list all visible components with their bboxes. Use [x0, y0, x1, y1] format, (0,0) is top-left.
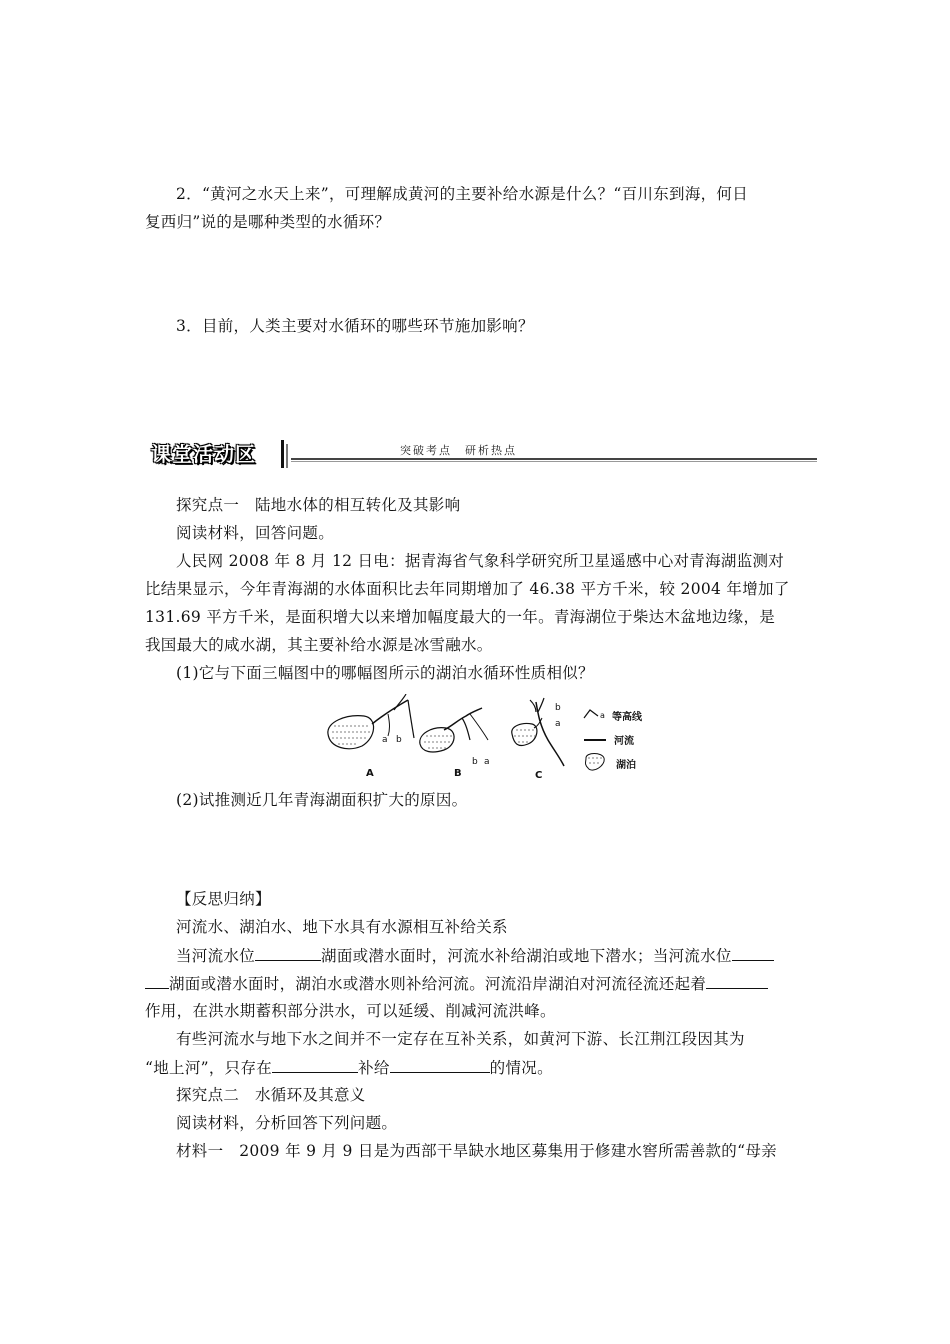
contour-legend-icon [584, 710, 598, 718]
legend-lake: 湖泊 [616, 760, 636, 771]
section-subtitle: 突破考点 研析热点 [400, 444, 517, 457]
reflect-line-6 [145, 1057, 815, 1078]
question-2-line-2: 复西归”说的是哪种类型的水循环？ [145, 213, 391, 231]
label-a-3: a [555, 719, 561, 729]
banner-rule-thin [291, 461, 817, 462]
material-1-line: 材料一 2009 年 9 月 9 日是为西部干旱缺水地区募集用于修建水窖所需善款的“母亲 [176, 1142, 777, 1160]
answer-blank-1[interactable] [255, 945, 321, 961]
label-a-1: a [382, 735, 388, 745]
diagram-a [328, 694, 414, 779]
label-diagram-c: C [535, 770, 543, 781]
figure-legend [584, 710, 643, 771]
label-b-2: b [472, 757, 478, 767]
banner-divider [281, 440, 284, 468]
reflect-text: 的情况。 [489, 1059, 553, 1077]
label-a-2: a [484, 757, 490, 767]
reflect-text: “地上河”，只存在 [145, 1059, 273, 1077]
reflect-text: 当河流水位 [176, 947, 256, 965]
section-title: 课堂活动区 [151, 442, 256, 466]
reflect-line-3 [145, 973, 815, 994]
explore-1-instruction: 阅读材料，回答问题。 [176, 524, 335, 542]
label-b-1: b [396, 735, 402, 745]
reflect-text: 补给 [358, 1059, 390, 1077]
label-diagram-a: A [366, 768, 374, 779]
diagram-b [420, 708, 490, 779]
material-line-2: 比结果显示，今年青海湖的水体面积比去年同期增加了 46.38 平方千米，较 2004 年增加了 [145, 580, 790, 598]
reflect-line-2 [176, 945, 816, 966]
material-line-3: 131.69 平方千米，是面积增大以来增加幅度最大的一年。青海湖位于柴达木盆地边缘，是 [145, 608, 776, 626]
answer-blank-4[interactable] [272, 1057, 358, 1073]
sub-question-1: (1)它与下面三幅图中的哪幅图所示的湖泊水循环性质相似？ [176, 664, 594, 682]
material-line-4: 我国最大的咸水湖，其主要补给水源是冰雪融水。 [145, 636, 493, 654]
banner-divider-shadow [286, 444, 288, 468]
label-diagram-b: B [454, 768, 462, 779]
reflect-heading: 【反思归纳】 [176, 890, 271, 908]
legend-contour: 等高线 [612, 712, 642, 723]
lake-water-cycle-figure [322, 694, 662, 786]
answer-blank-2-cont[interactable] [145, 973, 169, 989]
diagram-c [512, 698, 564, 781]
explore-2-heading: 探究点二 水循环及其意义 [176, 1086, 366, 1104]
label-b-3: b [555, 703, 561, 713]
answer-blank-3[interactable] [706, 973, 768, 989]
sub-question-2: (2)试推测近几年青海湖面积扩大的原因。 [176, 791, 468, 809]
reflect-line-1: 河流水、湖泊水、地下水具有水源相互补给关系 [176, 918, 508, 936]
lake-legend-icon [586, 754, 605, 771]
question-3: 3．目前，人类主要对水循环的哪些环节施加影响？ [176, 317, 534, 335]
banner-rule [291, 458, 817, 460]
section-banner [145, 438, 817, 470]
answer-blank-5[interactable] [390, 1057, 490, 1073]
explore-2-instruction: 阅读材料，分析回答下列问题。 [176, 1114, 398, 1132]
legend-river: 河流 [614, 736, 634, 747]
reflect-text: 湖面或潜水面时，湖泊水或潜水则补给河流。河流沿岸湖泊对河流径流还起着 [169, 975, 707, 993]
answer-blank-2[interactable] [732, 945, 774, 961]
material-line-1: 人民网 2008 年 8 月 12 日电：据青海省气象科学研究所卫星遥感中心对青海湖监测对 [176, 552, 785, 570]
question-2-line-1: 2．“黄河之水天上来”，可理解成黄河的主要补给水源是什么？“百川东到海，何日 [176, 185, 749, 203]
explore-1-heading: 探究点一 陆地水体的相互转化及其影响 [176, 496, 461, 514]
reflect-text: 湖面或潜水面时，河流水补给湖泊或地下潜水；当河流水位 [321, 947, 732, 965]
reflect-line-5: 有些河流水与地下水之间并不一定存在互补关系，如黄河下游、长江荆江段因其为 [176, 1030, 745, 1048]
reflect-line-4: 作用，在洪水期蓄积部分洪水，可以延缓、削减河流洪峰。 [145, 1002, 556, 1020]
legend-a: a [600, 711, 605, 720]
